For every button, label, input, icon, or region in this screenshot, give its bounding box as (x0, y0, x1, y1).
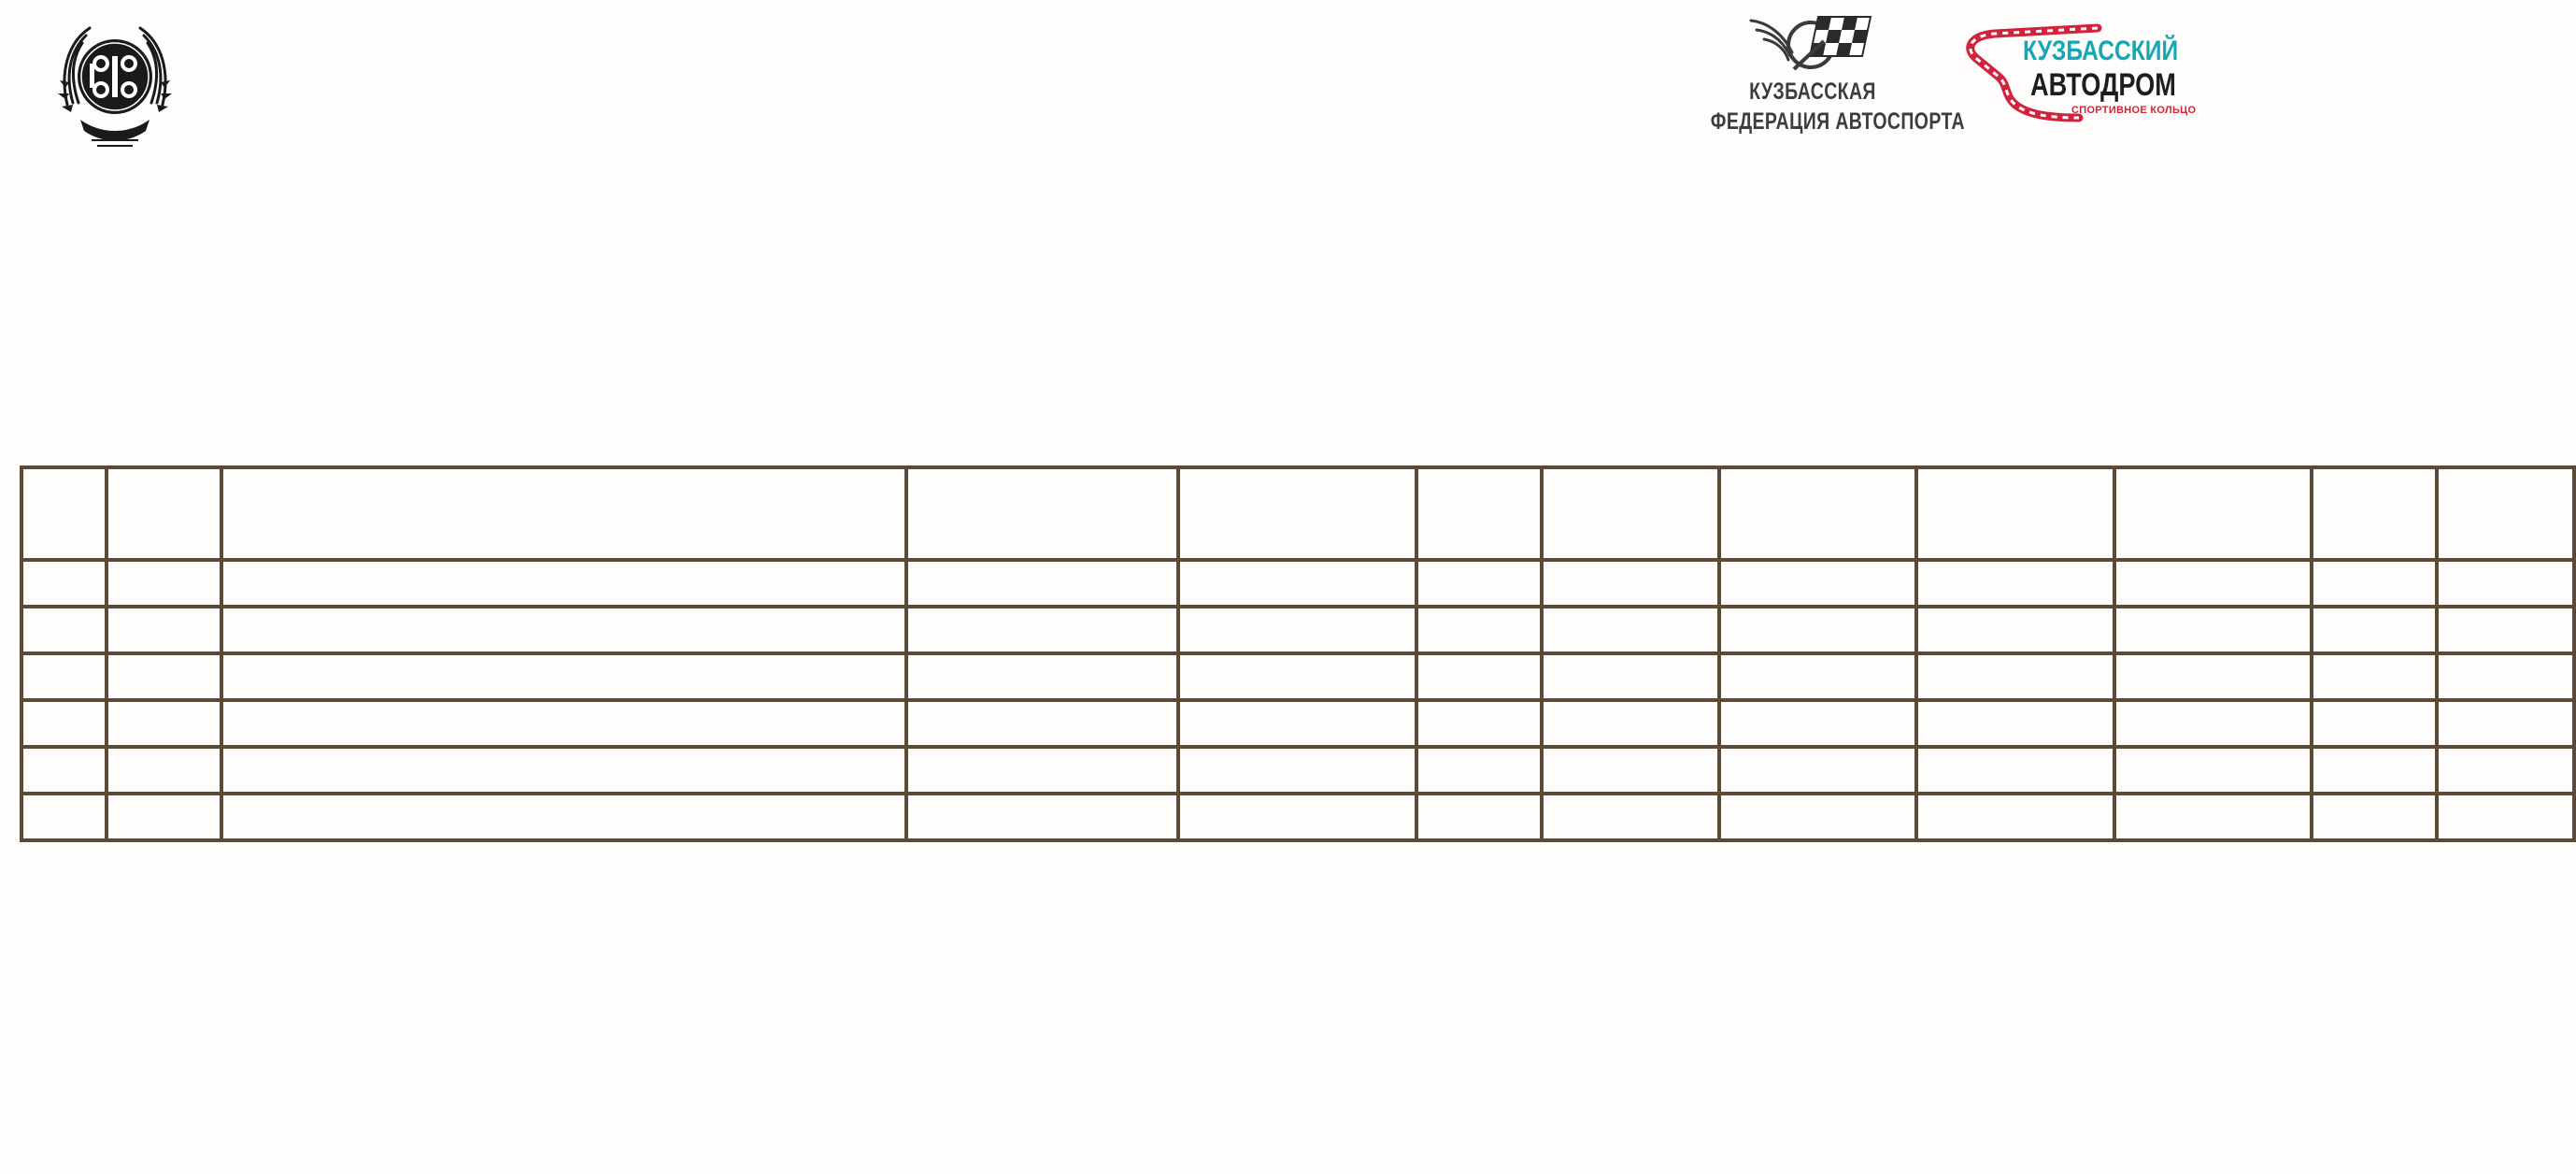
results-table (20, 465, 2576, 842)
table-cell (1719, 560, 1917, 607)
table-cell (1542, 607, 1719, 653)
table-cell (1416, 794, 1542, 840)
table-cell (107, 747, 221, 794)
table-cell (1916, 653, 2114, 700)
kuzbass-federation-logo (1682, 13, 1966, 139)
table-cell (107, 607, 221, 653)
table-cell (2114, 794, 2313, 840)
table-cell (1719, 747, 1917, 794)
table-cell (906, 607, 1177, 653)
table-cell (21, 607, 107, 653)
table-cell (221, 653, 907, 700)
table-cell (1178, 794, 1417, 840)
table-row (21, 700, 2574, 747)
table-cell (906, 653, 1177, 700)
autodrome-tagline: СПОРТИВНОЕ КОЛЬЦО (2071, 105, 2197, 116)
table-cell (107, 560, 221, 607)
table-header-cell (107, 467, 221, 560)
table-cell (906, 560, 1177, 607)
table-cell (2437, 607, 2574, 653)
table-body (21, 467, 2574, 840)
table-row (21, 794, 2574, 840)
table-cell (1719, 607, 1917, 653)
table-cell (221, 700, 907, 747)
federation-name-line1: КУЗБАССКАЯ (1749, 79, 1876, 105)
autodrome-name-line1: КУЗБАССКИЙ (2023, 36, 2179, 66)
table-cell (1916, 747, 2114, 794)
table-cell (1916, 560, 2114, 607)
table-cell (21, 747, 107, 794)
table-header-cell (1542, 467, 1719, 560)
table-cell (221, 607, 907, 653)
table-cell (1178, 607, 1417, 653)
table-row (21, 560, 2574, 607)
table-header-cell (21, 467, 107, 560)
table-cell (1416, 653, 1542, 700)
table-header-cell (1916, 467, 2114, 560)
table-cell (221, 747, 907, 794)
table-cell (1178, 653, 1417, 700)
table-cell (107, 700, 221, 747)
table-cell (2312, 653, 2437, 700)
table-cell (1542, 794, 1719, 840)
table-header-cell (2437, 467, 2574, 560)
table-cell (2312, 747, 2437, 794)
table-header-cell (2312, 467, 2437, 560)
table-cell (1719, 794, 1917, 840)
table-cell (2312, 607, 2437, 653)
table-cell (1542, 560, 1719, 607)
table-cell (2312, 560, 2437, 607)
table-cell (2437, 560, 2574, 607)
table-cell (2114, 700, 2313, 747)
table-cell (221, 560, 907, 607)
table-header-cell (221, 467, 907, 560)
table-cell (21, 794, 107, 840)
table-cell (1719, 700, 1917, 747)
table-cell (2437, 747, 2574, 794)
table-header-cell (906, 467, 1177, 560)
table-row (21, 607, 2574, 653)
table-header-cell (2114, 467, 2313, 560)
table-cell (906, 747, 1177, 794)
raf-emblem-logo (54, 15, 176, 157)
table-header-row (21, 467, 2574, 560)
table-cell (1542, 653, 1719, 700)
table-cell (1542, 747, 1719, 794)
table-cell (21, 653, 107, 700)
table-cell (2114, 607, 2313, 653)
kuzbass-autodrome-logo (1957, 21, 2200, 133)
table-cell (1416, 747, 1542, 794)
table-cell (1916, 794, 2114, 840)
table-cell (2312, 794, 2437, 840)
table-cell (2312, 700, 2437, 747)
table-cell (1416, 607, 1542, 653)
table-cell (1916, 700, 2114, 747)
table-cell (2114, 560, 2313, 607)
table-cell (1542, 700, 1719, 747)
table-cell (1416, 560, 1542, 607)
table-cell (21, 560, 107, 607)
table-cell (2114, 653, 2313, 700)
table-cell (2114, 747, 2313, 794)
table-cell (906, 794, 1177, 840)
autodrome-name-line2: АВТОДРОМ (2030, 67, 2176, 103)
table-cell (2437, 700, 2574, 747)
table-cell (2437, 794, 2574, 840)
table-cell (1416, 700, 1542, 747)
table-cell (1178, 560, 1417, 607)
table-cell (21, 700, 107, 747)
table-header-cell (1416, 467, 1542, 560)
table-cell (906, 700, 1177, 747)
table-cell (107, 794, 221, 840)
table-header-cell (1178, 467, 1417, 560)
table-header-cell (1719, 467, 1917, 560)
table-row (21, 747, 2574, 794)
table-cell (1916, 607, 2114, 653)
table-cell (1178, 700, 1417, 747)
table-cell (2437, 653, 2574, 700)
table-cell (1719, 653, 1917, 700)
table-row (21, 653, 2574, 700)
table-cell (221, 794, 907, 840)
federation-name-line2: ФЕДЕРАЦИЯ АВТОСПОРТА (1710, 108, 1966, 135)
winged-checkered-flag-icon (1682, 13, 1943, 79)
table-cell (107, 653, 221, 700)
raf-emblem-icon (54, 15, 176, 157)
table-cell (1178, 747, 1417, 794)
